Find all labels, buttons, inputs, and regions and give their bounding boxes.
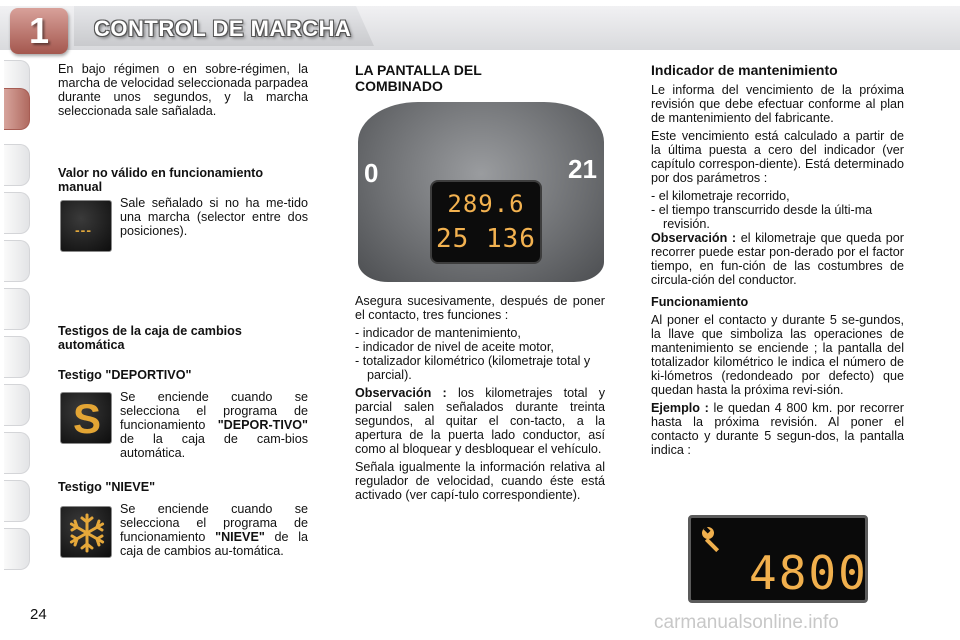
snow-text-part2: de la caja de cambios au-tomática. — [120, 530, 308, 558]
sport-text-part2: de la caja de cam-bios automática. — [120, 432, 308, 460]
chapter-tab[interactable] — [4, 384, 30, 426]
gauge-left-number: 0 — [364, 158, 379, 188]
invalid-value-heading: Valor no válido en funcionamiento manual — [58, 166, 264, 194]
maintenance-parameter: - el tiempo transcurrido desde la últi-ma revisión. — [651, 203, 873, 231]
cruise-control-note: Señala igualmente la información relativa al regulador de velocidad, cuando éste está activado (ver capí-tulo correspondiente). — [355, 460, 605, 502]
trip-odometer-value: 289.6 — [447, 190, 525, 218]
maintenance-description — [651, 83, 904, 461]
maintenance-calculation: Este vencimiento está calculado a partir de la última puesta a cero del indicador (ver capítulo correspon-diente). Está determinado por dos parámetros : — [651, 129, 904, 185]
chapter-tab[interactable] — [4, 432, 30, 474]
example-body: le quedan 4 800 km. por recorrer hasta la próxima revisión. Al poner el contacto y durante 5 segun-dos, la pantalla indica : — [651, 401, 904, 457]
maintenance-km-value: 4800 — [749, 546, 868, 600]
odometer-lcd — [430, 180, 542, 264]
example-text — [651, 401, 904, 457]
combi-description — [355, 294, 605, 506]
chapter-tab[interactable] — [4, 336, 30, 378]
combi-function-item: - indicador de nivel de aceite motor, — [355, 340, 554, 354]
snow-lamp-text — [120, 502, 308, 558]
snowflake-icon — [61, 507, 113, 559]
chapter-number: 1 — [28, 10, 50, 51]
chapter-tab[interactable] — [4, 480, 30, 522]
example-label: Ejemplo : — [651, 401, 709, 415]
invalid-value-text: Sale señalado si no ha me-tido una marcha (selector entre dos posiciones). — [120, 196, 308, 238]
sport-lamp-icon — [60, 392, 112, 444]
sport-text-part1: Se enciende cuando se selecciona el programa de funcionamiento — [120, 390, 308, 432]
combi-screen-title: LA PANTALLA DEL COMBINADO — [355, 62, 482, 94]
maintenance-display-image — [688, 515, 868, 603]
sport-lamp-heading: Testigo "DEPORTIVO" — [58, 368, 192, 382]
chapter-tab-strip — [0, 60, 34, 580]
maintenance-intro: Le informa del vencimiento de la próxima revisión que debe efectuar conforme al plan de mantenimiento del fabricante. — [651, 83, 904, 125]
page-header — [0, 0, 960, 52]
chapter-tab[interactable] — [4, 144, 30, 186]
maintenance-parameter: - el kilometraje recorrido, — [651, 189, 790, 203]
combi-observation — [355, 386, 605, 456]
operation-heading: Funcionamiento — [651, 295, 749, 309]
snow-program-name: "NIEVE" — [215, 530, 265, 544]
wrench-icon — [701, 526, 727, 552]
invalid-gear-lamp-icon — [60, 200, 112, 252]
gauge-right-number: 21 — [568, 154, 597, 184]
chapter-badge — [10, 8, 68, 54]
chapter-tab[interactable] — [4, 288, 30, 330]
combi-display-image — [358, 102, 604, 282]
combi-intro: Asegura sucesivamente, después de poner el contacto, tres funciones : — [355, 294, 605, 322]
operation-text: Al poner el contacto y durante 5 se-gundos, la llave que simboliza las operaciones de mantenimiento se enciende ; la pantalla del totalizador kilométrico le indica el número de ki-lómetros (redondeado por defecto) que quedan hasta la próxima revi-sión. — [651, 313, 904, 397]
intro-text: En bajo régimen o en sobre-régimen, la marcha de velocidad seleccionada parpadea durante unos segundos, y la marcha seleccionada sale sañalada. — [58, 62, 308, 118]
snow-lamp-heading: Testigo "NIEVE" — [58, 480, 156, 494]
chapter-title: CONTROL DE MARCHA — [94, 16, 352, 41]
combi-function-item: - indicador de mantenimiento, — [355, 326, 521, 340]
combi-function-item: - totalizador kilométrico (kilometraje total y parcial). — [355, 354, 591, 382]
chapter-tab[interactable] — [4, 528, 30, 570]
maintenance-title: Indicador de mantenimiento — [651, 62, 838, 78]
snow-text-part1: Se enciende cuando se selecciona el programa de funcionamiento — [120, 502, 308, 544]
page-number: 24 — [30, 606, 47, 623]
observation-text: el kilometraje que queda por recorrer puede estar pon-derado por el factor tiempo, en fun-ción de las costumbres de circula-ción del conductor. — [651, 231, 904, 287]
sport-program-name: "DEPOR-TIVO" — [217, 418, 308, 432]
chapter-tab[interactable] — [4, 240, 30, 282]
total-odometer-value: 25 136 — [436, 224, 536, 254]
observation-label: Observación : — [355, 386, 447, 400]
watermark: carmanualsonline.info — [654, 612, 839, 633]
snow-lamp-icon — [60, 506, 112, 558]
observation-label: Observación : — [651, 231, 737, 245]
observation-text: los kilometrajes total y parcial salen señalados durante treinta segundos, al quitar el con-tacto, a la apertura de la puerta lado conductor, así como al bloquear y desbloquear el vehículo. — [355, 386, 605, 456]
maintenance-observation — [651, 231, 904, 287]
chapter-tab[interactable] — [4, 192, 30, 234]
invalid-gear-lamp-symbol: --- — [75, 222, 92, 238]
auto-gearbox-heading: Testigos de la caja de cambios automática — [58, 324, 242, 352]
sport-lamp-text — [120, 390, 308, 460]
sport-lamp-symbol: S — [72, 395, 101, 442]
chapter-tab-active[interactable] — [4, 88, 30, 130]
